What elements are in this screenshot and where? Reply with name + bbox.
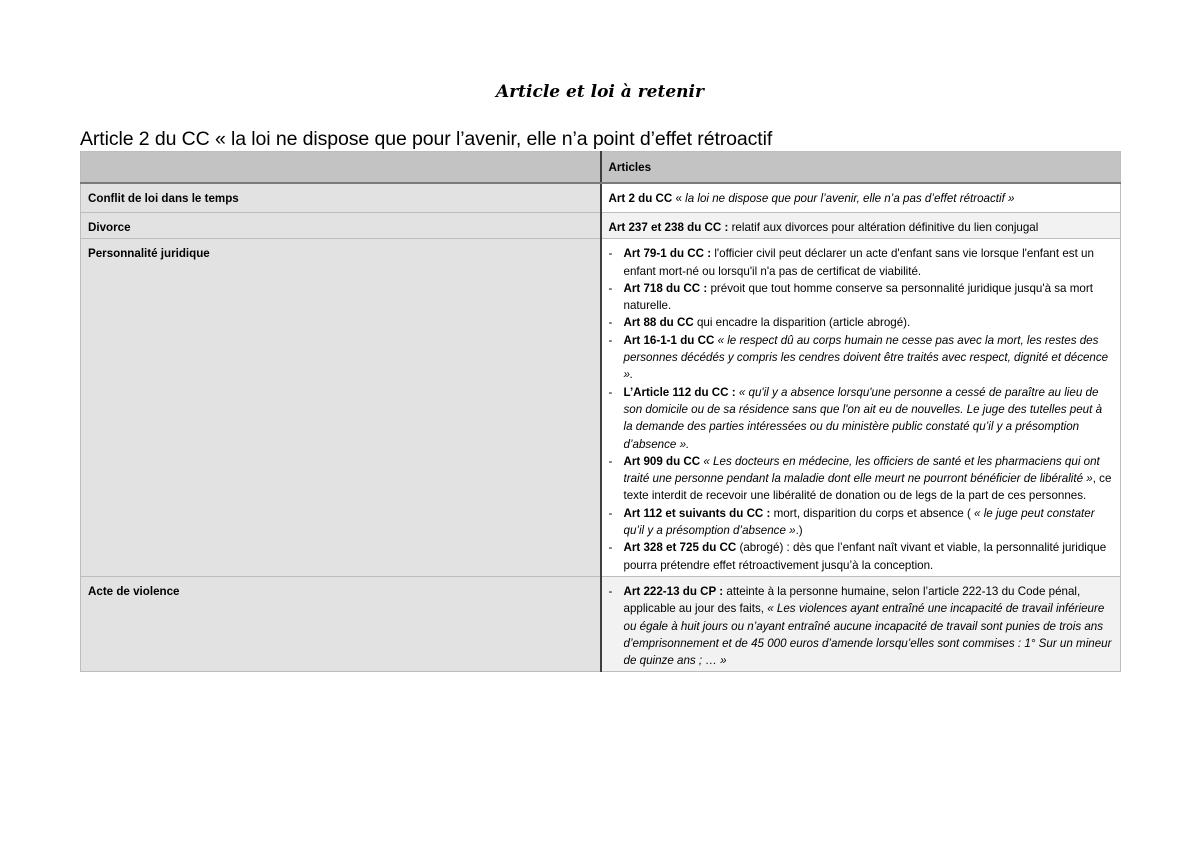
- article-ref: Art 237 et 238 du CC :: [608, 221, 729, 234]
- article-ref: Art 222-13 du CP :: [623, 584, 724, 598]
- page-subtitle: Article 2 du CC « la loi ne dispose que pour l’avenir, elle n’a point d’effet rétroactif: [80, 128, 773, 150]
- article-text: , ce texte interdit de recevoir une libéralité de donation ou de legs de la part de ces personnes.: [623, 472, 1112, 503]
- article-text: «: [672, 191, 686, 205]
- article-list: [609, 583, 1114, 669]
- table-row: [81, 213, 1121, 239]
- list-item: [609, 280, 1114, 315]
- list-item: [609, 384, 1114, 453]
- article-ref: Art 88 du CC: [623, 316, 694, 330]
- row-label: Personnalité juridique: [81, 239, 601, 577]
- list-item: [609, 505, 1114, 540]
- row-content: [601, 239, 1121, 577]
- article-ref: Art 79-1 du CC :: [623, 247, 712, 261]
- row-label: Acte de violence: [81, 576, 601, 671]
- list-item: [609, 245, 1114, 280]
- article-text: atteinte à la personne humaine, selon l’article 222-13 du Code pénal, applicable au jour des faits,: [623, 584, 1081, 616]
- row-content: [601, 576, 1121, 671]
- article-quote: « Les docteurs en médecine, les officiers de santé et les pharmaciens qui ont traité une personne pendant la maladie dont elle meurt ne pourront bénéficier de libéralité »: [623, 454, 1100, 486]
- row-label: Divorce: [81, 213, 601, 239]
- table-header-row: [81, 152, 1121, 183]
- article-list: [609, 245, 1114, 574]
- article-ref: Art 16-1-1 du CC: [623, 333, 715, 347]
- table-row: [81, 576, 1121, 671]
- list-item: [609, 314, 1114, 331]
- article-ref: Art 909 du CC: [623, 454, 701, 468]
- article-text: prévoit que tout homme conserve sa personnalité juridique jusqu'à sa mort naturelle.: [623, 281, 1093, 313]
- row-label: Conflit de loi dans le temps: [81, 183, 601, 213]
- row-content: [601, 213, 1121, 239]
- list-item: [609, 332, 1114, 384]
- article-quote: « le juge peut constater qu’il y a présomption d’absence »: [623, 506, 1095, 538]
- table-row: [81, 239, 1121, 577]
- article-quote: la loi ne dispose que pour l’avenir, elle n’a pas d’effet rétroactif »: [685, 191, 1015, 205]
- list-item: [609, 583, 1114, 669]
- header-cell-topic: [81, 152, 601, 183]
- article-text: relatif aux divorces pour altération définitive du lien conjugal: [728, 221, 1039, 234]
- article-text: (abrogé) : dès que l’enfant naît vivant et viable, la personnalité juridique pourra prétendre effet rétroactivement jusqu’à la conception.: [623, 541, 1107, 572]
- list-item: [609, 539, 1114, 574]
- article-ref: L’Article 112 du CC :: [623, 385, 736, 399]
- list-item: [609, 453, 1114, 505]
- article-text: .): [795, 524, 803, 538]
- table-row: [81, 183, 1121, 213]
- row-content: [601, 183, 1121, 213]
- article-quote: « Les violences ayant entraîné une incapacité de travail inférieure ou égale à huit jours ou n’ayant entraîné aucune incapacité de travail sont punies de trois ans d’emprisonnement et de 45 000 euros d’amende lorsqu’elles sont commises : 1° Sur un mineur de quinze ans ; … »: [623, 602, 1112, 668]
- header-cell-articles: Articles: [601, 152, 1121, 183]
- article-ref: Art 328 et 725 du CC: [623, 541, 737, 555]
- article-quote: « le respect dû au corps humain ne cesse pas avec la mort, les restes des personnes décédés y compris les cendres doivent être traités avec respect, dignité et décence ».: [623, 333, 1109, 382]
- law-table: [80, 151, 1121, 672]
- page-title: Article et loi à retenir: [496, 82, 704, 102]
- article-quote: « qu'il y a absence lorsqu'une personne a cessé de paraître au lieu de son domicile ou de sa résidence sans que l'on ait eu de nouvelles. Le juge des tutelles peut à la demande des parties intéressées ou du ministère public constaté qu’il y a présomption d’absence ».: [623, 385, 1103, 451]
- article-ref: Art 718 du CC :: [623, 281, 708, 295]
- article-text: l'officier civil peut déclarer un acte d'enfant sans vie lorsque l'enfant est un enfant mort-né ou lorsqu'il n'a pas de certificat de viabilité.: [623, 247, 1094, 278]
- article-ref: Art 112 et suivants du CC :: [623, 506, 771, 520]
- article-text: qui encadre la disparition (article abrogé).: [693, 316, 911, 330]
- article-text: mort, disparition du corps et absence (: [770, 506, 975, 520]
- article-ref: Art 2 du CC: [608, 191, 673, 205]
